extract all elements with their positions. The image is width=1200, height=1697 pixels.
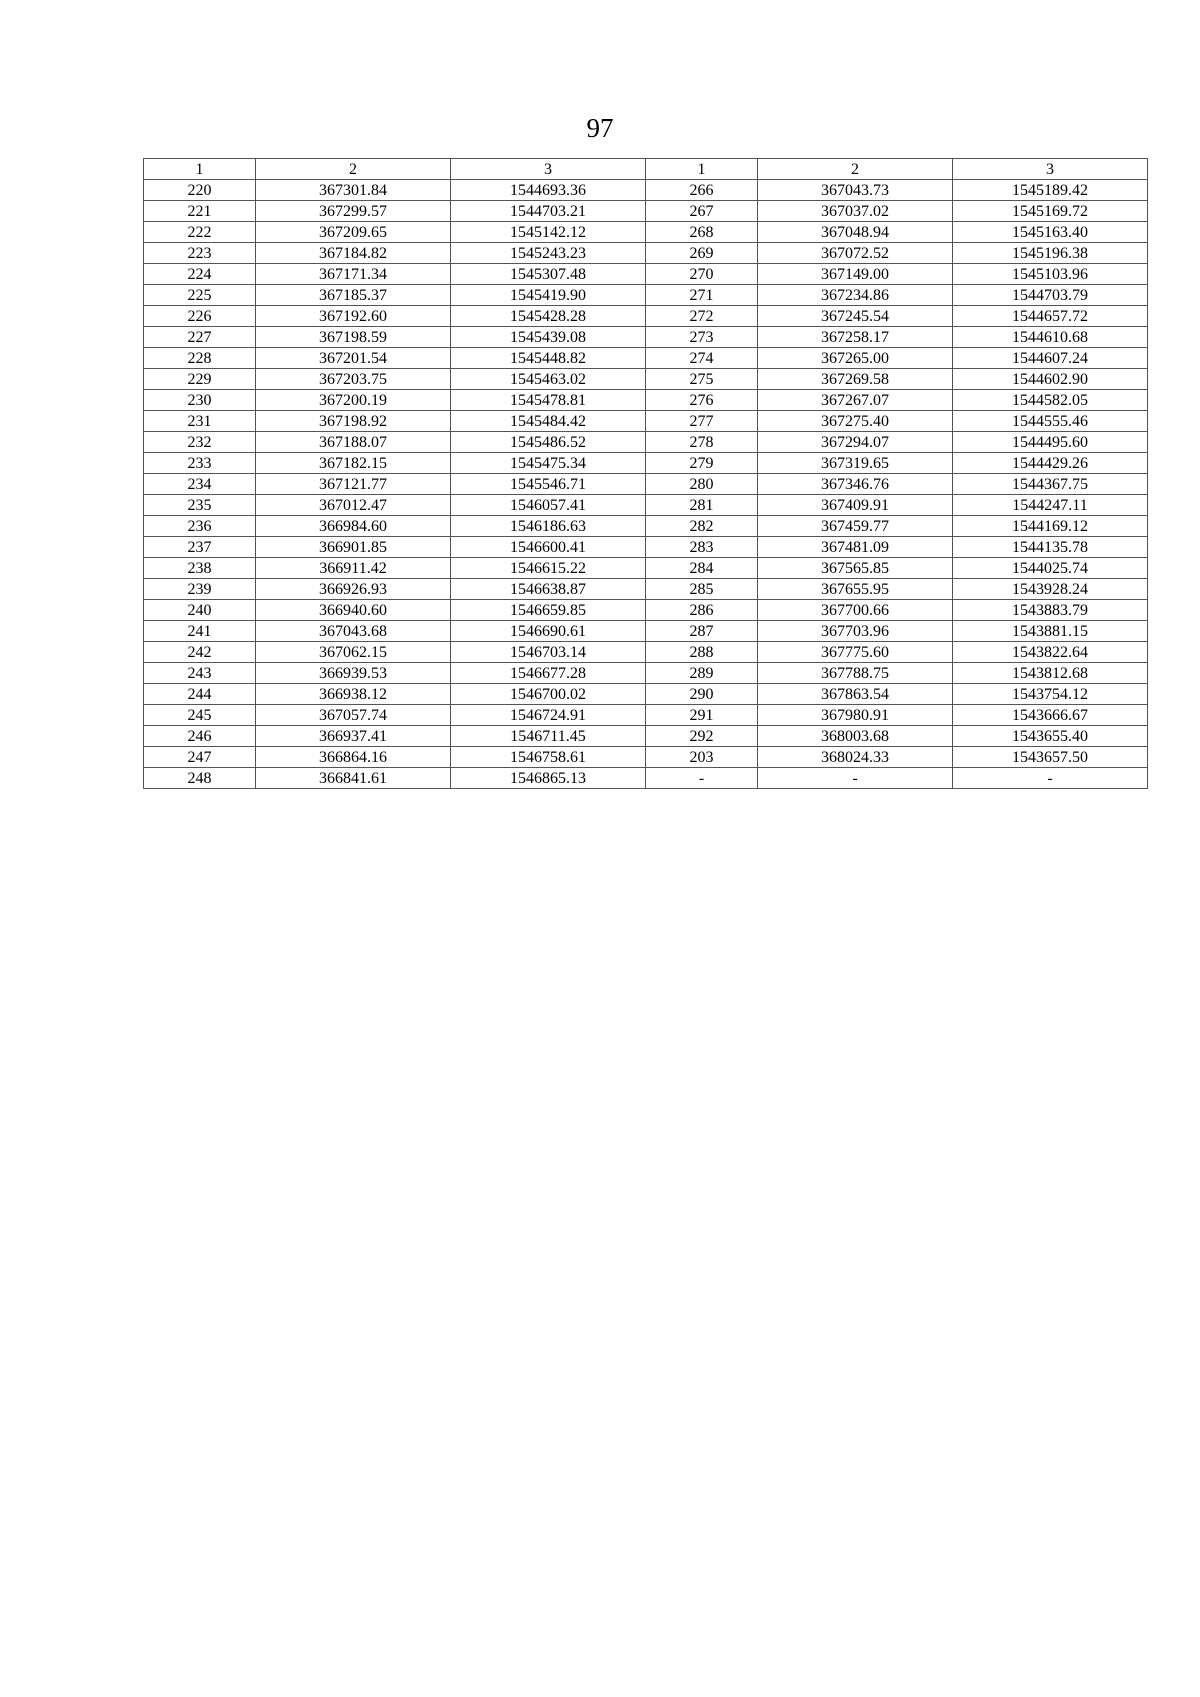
table-row	[144, 516, 1148, 537]
cell-y-coordinate-left: 1545448.82	[451, 348, 646, 369]
cell-y-coordinate-left: 1546700.02	[451, 684, 646, 705]
cell-x-coordinate-right: 367269.58	[758, 369, 953, 390]
cell-point-number-right: 280	[646, 474, 758, 495]
cell-x-coordinate-right: 367267.07	[758, 390, 953, 411]
cell-x-coordinate-right: 367072.52	[758, 243, 953, 264]
table-row	[144, 264, 1148, 285]
cell-point-number-right: -	[646, 768, 758, 789]
table-row	[144, 600, 1148, 621]
cell-x-coordinate-right: 367788.75	[758, 663, 953, 684]
table-row	[144, 285, 1148, 306]
cell-y-coordinate-right: 1544555.46	[953, 411, 1148, 432]
cell-y-coordinate-right: 1545163.40	[953, 222, 1148, 243]
cell-point-number-left: 233	[144, 453, 256, 474]
cell-point-number-left: 222	[144, 222, 256, 243]
cell-x-coordinate-right: 367275.40	[758, 411, 953, 432]
cell-point-number-right: 287	[646, 621, 758, 642]
header-point-number-left: 1	[144, 159, 256, 180]
cell-y-coordinate-left: 1546659.85	[451, 600, 646, 621]
cell-y-coordinate-left: 1546690.61	[451, 621, 646, 642]
cell-point-number-left: 247	[144, 747, 256, 768]
cell-y-coordinate-right: 1543666.67	[953, 705, 1148, 726]
cell-y-coordinate-left: 1546600.41	[451, 537, 646, 558]
cell-x-coordinate-right: 367980.91	[758, 705, 953, 726]
table-row	[144, 432, 1148, 453]
table-body	[144, 180, 1148, 789]
cell-point-number-left: 238	[144, 558, 256, 579]
cell-x-coordinate-left: 366938.12	[256, 684, 451, 705]
cell-point-number-right: 270	[646, 264, 758, 285]
cell-point-number-right: 290	[646, 684, 758, 705]
table-row	[144, 537, 1148, 558]
cell-point-number-left: 230	[144, 390, 256, 411]
cell-y-coordinate-left: 1546057.41	[451, 495, 646, 516]
cell-point-number-right: 283	[646, 537, 758, 558]
cell-x-coordinate-left: 366911.42	[256, 558, 451, 579]
table-row	[144, 684, 1148, 705]
cell-y-coordinate-right: 1544703.79	[953, 285, 1148, 306]
cell-point-number-left: 220	[144, 180, 256, 201]
cell-x-coordinate-right: -	[758, 768, 953, 789]
table-row	[144, 705, 1148, 726]
cell-y-coordinate-left: 1546615.22	[451, 558, 646, 579]
header-y-coordinate-left: 3	[451, 159, 646, 180]
cell-x-coordinate-right: 367043.73	[758, 180, 953, 201]
cell-point-number-left: 229	[144, 369, 256, 390]
cell-x-coordinate-left: 367200.19	[256, 390, 451, 411]
cell-y-coordinate-right: 1544657.72	[953, 306, 1148, 327]
cell-point-number-left: 239	[144, 579, 256, 600]
cell-point-number-left: 221	[144, 201, 256, 222]
cell-y-coordinate-right: 1543754.12	[953, 684, 1148, 705]
cell-y-coordinate-right: 1543928.24	[953, 579, 1148, 600]
table-row	[144, 453, 1148, 474]
table-row	[144, 474, 1148, 495]
cell-y-coordinate-right: 1545189.42	[953, 180, 1148, 201]
cell-x-coordinate-left: 367182.15	[256, 453, 451, 474]
cell-x-coordinate-right: 368024.33	[758, 747, 953, 768]
cell-point-number-left: 248	[144, 768, 256, 789]
cell-x-coordinate-right: 367481.09	[758, 537, 953, 558]
cell-x-coordinate-left: 366926.93	[256, 579, 451, 600]
cell-x-coordinate-left: 367198.92	[256, 411, 451, 432]
cell-x-coordinate-left: 367201.54	[256, 348, 451, 369]
cell-y-coordinate-left: 1546865.13	[451, 768, 646, 789]
cell-y-coordinate-right: 1543881.15	[953, 621, 1148, 642]
cell-x-coordinate-left: 367188.07	[256, 432, 451, 453]
cell-point-number-right: 288	[646, 642, 758, 663]
cell-point-number-right: 271	[646, 285, 758, 306]
cell-x-coordinate-right: 367655.95	[758, 579, 953, 600]
cell-x-coordinate-left: 367185.37	[256, 285, 451, 306]
cell-point-number-right: 266	[646, 180, 758, 201]
cell-point-number-left: 237	[144, 537, 256, 558]
table-row	[144, 726, 1148, 747]
cell-point-number-left: 228	[144, 348, 256, 369]
cell-y-coordinate-right: 1544429.26	[953, 453, 1148, 474]
cell-point-number-left: 225	[144, 285, 256, 306]
cell-point-number-left: 235	[144, 495, 256, 516]
table-row	[144, 243, 1148, 264]
cell-y-coordinate-right: 1543883.79	[953, 600, 1148, 621]
cell-y-coordinate-right: 1545196.38	[953, 243, 1148, 264]
cell-point-number-left: 242	[144, 642, 256, 663]
cell-y-coordinate-right: 1544610.68	[953, 327, 1148, 348]
cell-y-coordinate-left: 1546677.28	[451, 663, 646, 684]
header-y-coordinate-right: 3	[953, 159, 1148, 180]
cell-x-coordinate-left: 366940.60	[256, 600, 451, 621]
cell-x-coordinate-left: 367062.15	[256, 642, 451, 663]
table-row	[144, 369, 1148, 390]
cell-point-number-right: 276	[646, 390, 758, 411]
cell-y-coordinate-right: 1543812.68	[953, 663, 1148, 684]
table-row	[144, 495, 1148, 516]
cell-y-coordinate-left: 1545486.52	[451, 432, 646, 453]
table-row	[144, 579, 1148, 600]
cell-x-coordinate-right: 367258.17	[758, 327, 953, 348]
cell-x-coordinate-right: 367775.60	[758, 642, 953, 663]
cell-x-coordinate-left: 367299.57	[256, 201, 451, 222]
cell-y-coordinate-right: 1544247.11	[953, 495, 1148, 516]
cell-x-coordinate-right: 367149.00	[758, 264, 953, 285]
cell-x-coordinate-right: 367245.54	[758, 306, 953, 327]
cell-y-coordinate-left: 1545484.42	[451, 411, 646, 432]
cell-point-number-left: 232	[144, 432, 256, 453]
cell-x-coordinate-right: 367319.65	[758, 453, 953, 474]
cell-x-coordinate-left: 367209.65	[256, 222, 451, 243]
cell-y-coordinate-left: 1545142.12	[451, 222, 646, 243]
cell-y-coordinate-left: 1544693.36	[451, 180, 646, 201]
cell-x-coordinate-right: 367234.86	[758, 285, 953, 306]
cell-point-number-right: 268	[646, 222, 758, 243]
cell-x-coordinate-right: 367565.85	[758, 558, 953, 579]
table-row	[144, 663, 1148, 684]
cell-point-number-right: 292	[646, 726, 758, 747]
cell-point-number-left: 243	[144, 663, 256, 684]
cell-x-coordinate-left: 366937.41	[256, 726, 451, 747]
cell-x-coordinate-left: 367121.77	[256, 474, 451, 495]
cell-y-coordinate-left: 1546711.45	[451, 726, 646, 747]
cell-x-coordinate-right: 367037.02	[758, 201, 953, 222]
cell-point-number-left: 236	[144, 516, 256, 537]
header-point-number-right: 1	[646, 159, 758, 180]
table-row	[144, 411, 1148, 432]
table-row	[144, 621, 1148, 642]
cell-x-coordinate-left: 366984.60	[256, 516, 451, 537]
cell-x-coordinate-left: 367184.82	[256, 243, 451, 264]
cell-point-number-right: 277	[646, 411, 758, 432]
cell-x-coordinate-right: 367700.66	[758, 600, 953, 621]
cell-y-coordinate-left: 1545546.71	[451, 474, 646, 495]
cell-x-coordinate-right: 367048.94	[758, 222, 953, 243]
table-row	[144, 180, 1148, 201]
cell-point-number-right: 278	[646, 432, 758, 453]
cell-x-coordinate-left: 367192.60	[256, 306, 451, 327]
cell-y-coordinate-right: 1544367.75	[953, 474, 1148, 495]
cell-point-number-left: 234	[144, 474, 256, 495]
table-row	[144, 747, 1148, 768]
cell-x-coordinate-left: 367057.74	[256, 705, 451, 726]
cell-x-coordinate-right: 367346.76	[758, 474, 953, 495]
table-row	[144, 642, 1148, 663]
cell-y-coordinate-right: 1544025.74	[953, 558, 1148, 579]
coordinates-table	[143, 158, 1148, 789]
cell-y-coordinate-right: 1543655.40	[953, 726, 1148, 747]
cell-point-number-right: 281	[646, 495, 758, 516]
cell-x-coordinate-right: 367863.54	[758, 684, 953, 705]
cell-x-coordinate-right: 367459.77	[758, 516, 953, 537]
table-row	[144, 306, 1148, 327]
cell-point-number-right: 284	[646, 558, 758, 579]
cell-point-number-left: 227	[144, 327, 256, 348]
cell-x-coordinate-left: 366901.85	[256, 537, 451, 558]
cell-x-coordinate-right: 367409.91	[758, 495, 953, 516]
cell-point-number-right: 274	[646, 348, 758, 369]
cell-y-coordinate-left: 1545243.23	[451, 243, 646, 264]
cell-y-coordinate-right: 1544169.12	[953, 516, 1148, 537]
cell-y-coordinate-left: 1545463.02	[451, 369, 646, 390]
table-row	[144, 390, 1148, 411]
cell-y-coordinate-left: 1546638.87	[451, 579, 646, 600]
cell-point-number-right: 282	[646, 516, 758, 537]
cell-point-number-right: 286	[646, 600, 758, 621]
header-x-coordinate-right: 2	[758, 159, 953, 180]
table-row	[144, 348, 1148, 369]
cell-x-coordinate-left: 366864.16	[256, 747, 451, 768]
cell-y-coordinate-left: 1545428.28	[451, 306, 646, 327]
cell-point-number-right: 269	[646, 243, 758, 264]
cell-point-number-left: 231	[144, 411, 256, 432]
cell-x-coordinate-right: 367294.07	[758, 432, 953, 453]
table-row	[144, 201, 1148, 222]
cell-y-coordinate-right: 1543657.50	[953, 747, 1148, 768]
cell-x-coordinate-left: 366939.53	[256, 663, 451, 684]
cell-point-number-left: 245	[144, 705, 256, 726]
cell-point-number-right: 275	[646, 369, 758, 390]
cell-point-number-left: 224	[144, 264, 256, 285]
cell-y-coordinate-left: 1546758.61	[451, 747, 646, 768]
cell-y-coordinate-left: 1545419.90	[451, 285, 646, 306]
cell-y-coordinate-right: 1543822.64	[953, 642, 1148, 663]
cell-y-coordinate-right: 1544607.24	[953, 348, 1148, 369]
cell-point-number-right: 272	[646, 306, 758, 327]
cell-point-number-right: 267	[646, 201, 758, 222]
cell-x-coordinate-left: 367043.68	[256, 621, 451, 642]
header-x-coordinate-left: 2	[256, 159, 451, 180]
table-row	[144, 768, 1148, 789]
cell-x-coordinate-left: 367203.75	[256, 369, 451, 390]
cell-point-number-right: 285	[646, 579, 758, 600]
cell-x-coordinate-right: 368003.68	[758, 726, 953, 747]
cell-y-coordinate-left: 1546186.63	[451, 516, 646, 537]
cell-point-number-right: 291	[646, 705, 758, 726]
table-row	[144, 222, 1148, 243]
cell-x-coordinate-left: 367198.59	[256, 327, 451, 348]
cell-point-number-right: 203	[646, 747, 758, 768]
cell-x-coordinate-left: 366841.61	[256, 768, 451, 789]
table-row	[144, 327, 1148, 348]
cell-y-coordinate-right: 1545103.96	[953, 264, 1148, 285]
table-row	[144, 558, 1148, 579]
cell-point-number-right: 273	[646, 327, 758, 348]
cell-y-coordinate-right: 1545169.72	[953, 201, 1148, 222]
cell-point-number-left: 226	[144, 306, 256, 327]
table-header-row	[144, 159, 1148, 180]
cell-x-coordinate-right: 367265.00	[758, 348, 953, 369]
cell-y-coordinate-left: 1545478.81	[451, 390, 646, 411]
cell-point-number-left: 240	[144, 600, 256, 621]
cell-point-number-right: 279	[646, 453, 758, 474]
cell-point-number-left: 244	[144, 684, 256, 705]
cell-x-coordinate-right: 367703.96	[758, 621, 953, 642]
page-number: 97	[586, 113, 614, 143]
cell-y-coordinate-left: 1544703.21	[451, 201, 646, 222]
cell-y-coordinate-left: 1545307.48	[451, 264, 646, 285]
cell-y-coordinate-right: 1544602.90	[953, 369, 1148, 390]
cell-y-coordinate-right: 1544135.78	[953, 537, 1148, 558]
cell-y-coordinate-left: 1545475.34	[451, 453, 646, 474]
cell-point-number-left: 241	[144, 621, 256, 642]
cell-y-coordinate-left: 1546724.91	[451, 705, 646, 726]
cell-y-coordinate-right: -	[953, 768, 1148, 789]
cell-x-coordinate-left: 367012.47	[256, 495, 451, 516]
cell-point-number-right: 289	[646, 663, 758, 684]
cell-x-coordinate-left: 367301.84	[256, 180, 451, 201]
cell-y-coordinate-left: 1546703.14	[451, 642, 646, 663]
cell-point-number-left: 223	[144, 243, 256, 264]
cell-y-coordinate-right: 1544582.05	[953, 390, 1148, 411]
cell-point-number-left: 246	[144, 726, 256, 747]
cell-x-coordinate-left: 367171.34	[256, 264, 451, 285]
cell-y-coordinate-left: 1545439.08	[451, 327, 646, 348]
cell-y-coordinate-right: 1544495.60	[953, 432, 1148, 453]
